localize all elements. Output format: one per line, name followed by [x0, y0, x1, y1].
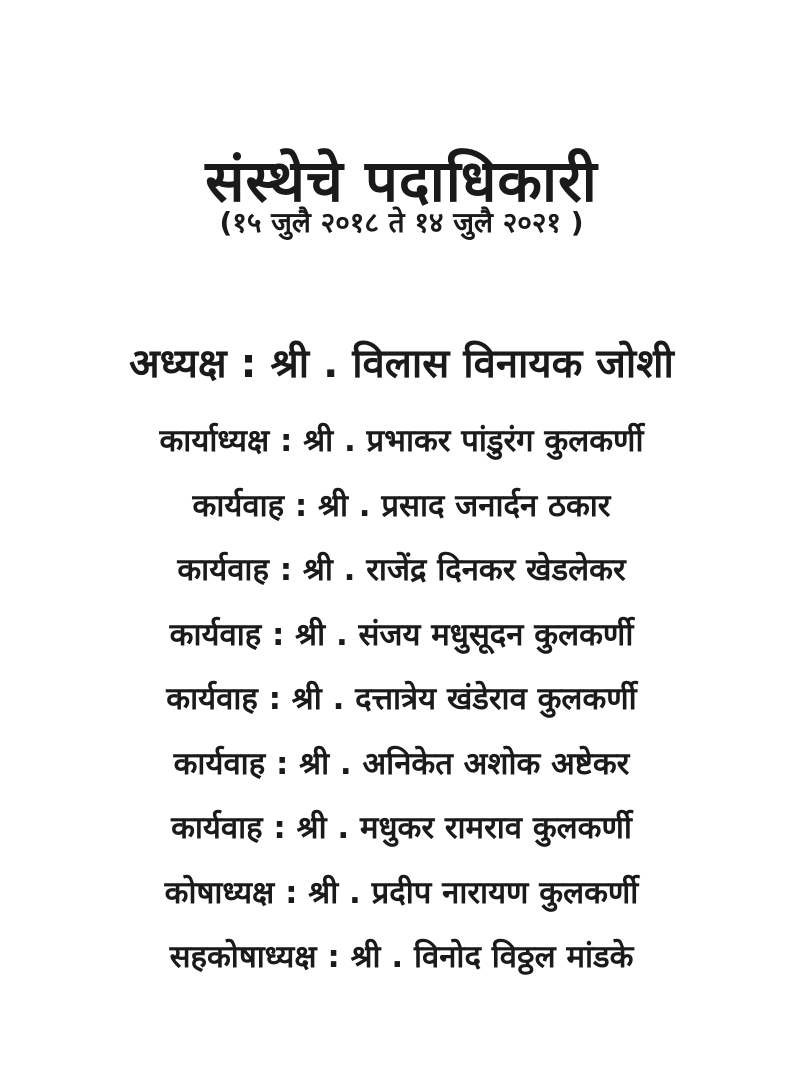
- office-bearer-line: सहकोषाध्यक्ष : श्री . विनोद विठ्ठल मांडके: [169, 939, 634, 975]
- office-bearer-line: कार्यवाह : श्री . मधुकर रामराव कुलकर्णी: [171, 810, 632, 846]
- office-bearer-line: कार्यवाह : श्री . राजेंद्र दिनकर खेडलेकर: [177, 552, 626, 588]
- page-title: संस्थेचे पदाधिकारी: [205, 146, 598, 215]
- office-bearer-line: कार्यवाह : श्री . दत्तात्रेय खंडेराव कुलकर्णी: [166, 681, 637, 717]
- office-bearer-line: कार्यवाह : श्री . संजय मधुसूदन कुलकर्णी: [169, 616, 634, 653]
- office-bearer-line: कार्याध्यक्ष : श्री . प्रभाकर पांडुरंग कुलकर्णी: [159, 423, 644, 459]
- office-bearer-line: कार्यवाह : श्री . प्रसाद जनार्दन ठकार: [192, 487, 611, 524]
- president-line: अध्यक्ष : श्री . विलास विनायक जोशी: [129, 341, 674, 387]
- office-bearers-list: [0, 416, 803, 997]
- office-bearer-line: कोषाध्यक्ष : श्री . प्रदीप नारायण कुलकर्णी: [164, 874, 639, 911]
- office-bearer-line: कार्यवाह : श्री . अनिकेत अशोक अष्टेकर: [173, 745, 630, 782]
- tenure-period: (१५ जुलै २०१८ ते १४ जुलै २०२१ ): [219, 206, 584, 239]
